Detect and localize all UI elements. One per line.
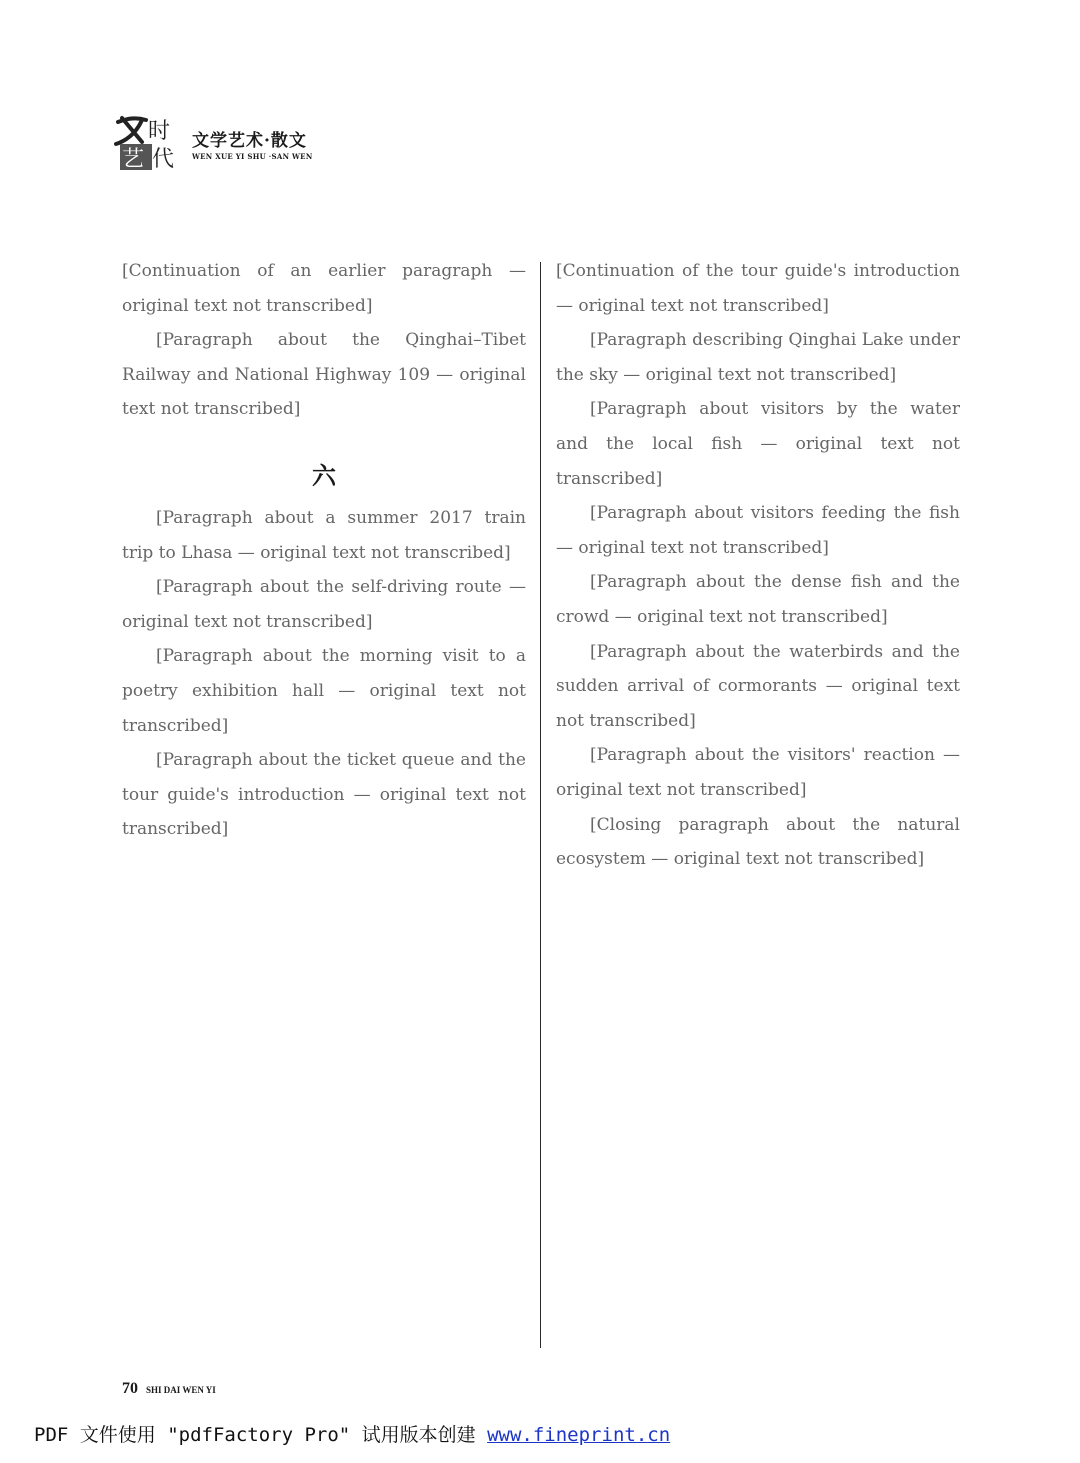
right-column bbox=[556, 254, 960, 1354]
journal-name: SHI DAI WEN YI bbox=[146, 1385, 216, 1395]
article-paragraph: [Paragraph about the visitors' reaction — original text not transcribed] bbox=[556, 745, 960, 800]
article-paragraph: [Paragraph about visitors feeding the fish — original text not transcribed] bbox=[556, 503, 960, 558]
page-footer bbox=[122, 1380, 216, 1398]
masthead bbox=[112, 112, 352, 174]
column-divider bbox=[540, 262, 541, 1348]
article-paragraph: [Closing paragraph about the natural ecosystem — original text not transcribed] bbox=[556, 814, 960, 870]
article-paragraph: [Paragraph about the ticket queue and the tour guide's introduction — original text not transcribed] bbox=[122, 750, 526, 840]
pdf-watermark-banner bbox=[34, 1420, 670, 1447]
article-paragraph: [Paragraph about visitors by the water and the local fish — original text not transcribed] bbox=[556, 399, 960, 489]
banner-link[interactable]: www.fineprint.cn bbox=[487, 1424, 671, 1446]
page-number: 70 bbox=[122, 1380, 138, 1397]
journal-logo bbox=[112, 112, 186, 172]
svg-text:时: 时 bbox=[148, 119, 171, 144]
left-column bbox=[122, 254, 526, 1354]
article-paragraph: [Paragraph about a summer 2017 train trip to Lhasa — original text not transcribed] bbox=[122, 507, 526, 563]
banner-text: PDF 文件使用 "pdfFactory Pro" 试用版本创建 bbox=[34, 1424, 488, 1446]
section-heading: 六 bbox=[312, 460, 336, 490]
article-paragraph: [Paragraph about the dense fish and the crowd — original text not transcribed] bbox=[556, 572, 960, 627]
article-paragraph: [Continuation of an earlier paragraph — original text not transcribed] bbox=[122, 261, 526, 316]
article-paragraph: [Paragraph about the Qinghai–Tibet Railway and National Highway 109 — original text not transcribed] bbox=[122, 330, 526, 420]
article-paragraph: [Paragraph about the waterbirds and the sudden arrival of cormorants — original text not transcribed] bbox=[556, 641, 960, 731]
section-title: 文学艺术·散文 bbox=[192, 131, 307, 151]
svg-text:代: 代 bbox=[152, 147, 175, 172]
article-paragraph: [Paragraph about the morning visit to a poetry exhibition hall — original text not transcribed] bbox=[122, 646, 526, 736]
svg-text:艺: 艺 bbox=[122, 147, 145, 172]
article-paragraph: [Continuation of the tour guide's introduction — original text not transcribed] bbox=[556, 261, 960, 316]
section-subtitle: WEN XUE YI SHU ·SAN WEN bbox=[192, 152, 313, 161]
article-paragraph: [Paragraph describing Qinghai Lake under the sky — original text not transcribed] bbox=[556, 330, 960, 385]
article-paragraph: [Paragraph about the self-driving route — original text not transcribed] bbox=[122, 577, 526, 632]
